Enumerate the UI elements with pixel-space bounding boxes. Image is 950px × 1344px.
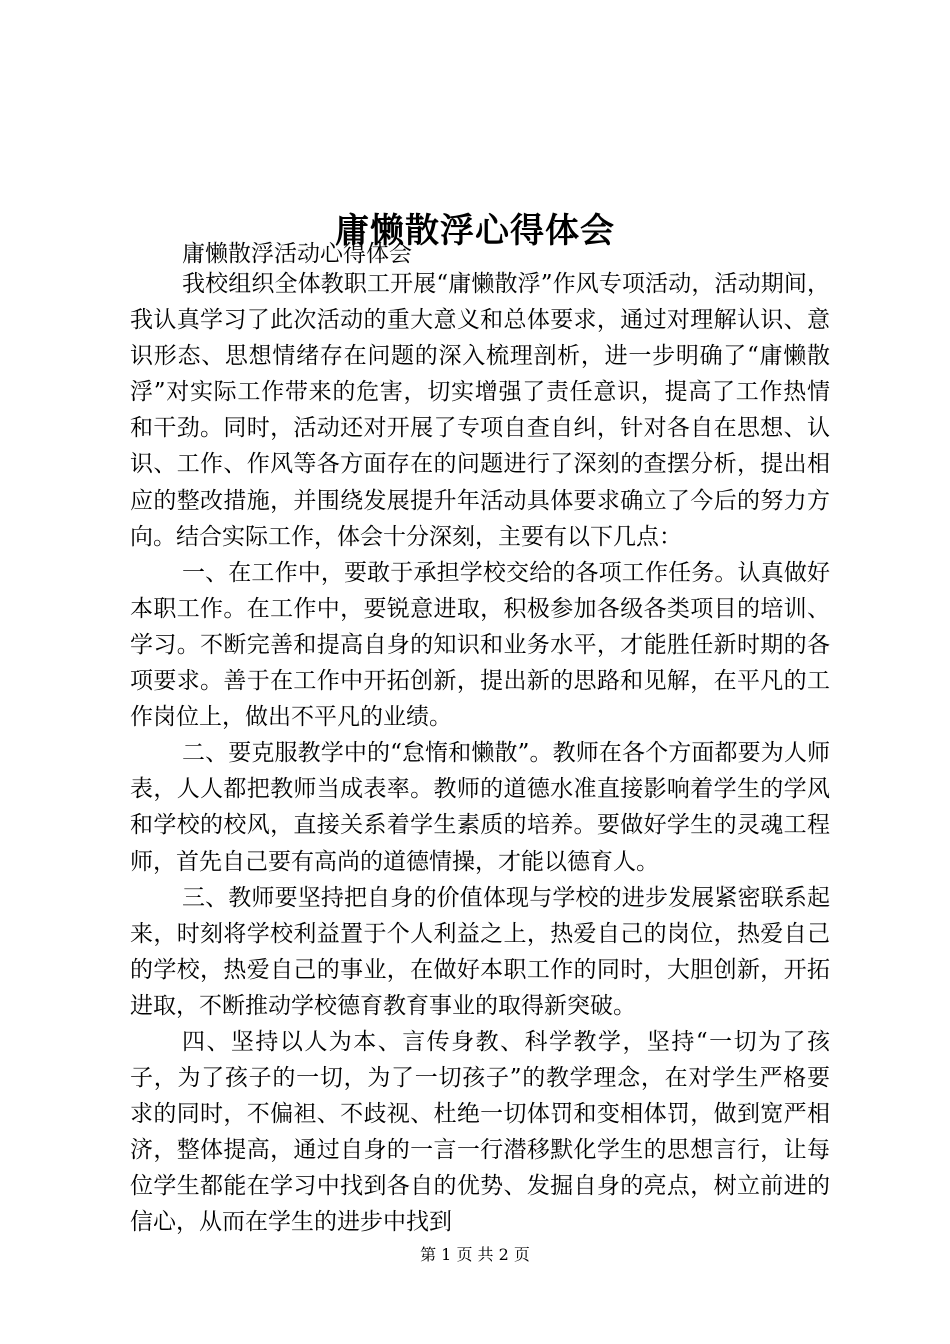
paragraph-point-2: 二、要克服教学中的“怠惰和懒散”。教师在各个方面都要为人师表，人人都把教师当成表率。教师的道德水准直接影响着学生的学风和学校的校风，直接关系着学生素质的培养。要做好学生的灵魂工程师，首先自己要有高尚的道德情操，才能以德育人。 bbox=[130, 740, 830, 875]
paragraph-intro: 我校组织全体教职工开展“庸懒散浮”作风专项活动，活动期间，我认真学习了此次活动的重大意义和总体要求，通过对理解认识、意识形态、思想情绪存在问题的深入梳理剖析，进一步明确了“庸懒散浮”对实际工作带来的危害，切实增强了责任意识，提高了工作热情和干劲。同时，活动还对开展了专项自查自纠，针对各自在思想、认识、工作、作风等各方面存在的问题进行了深刻的查摆分析，提出相应的整改措施，并围绕发展提升年活动具体要求确立了今后的努力方向。结合实际工作，体会十分深刻，主要有以下几点： bbox=[130, 271, 830, 550]
document-subtitle: 庸懒散浮活动心得体会 bbox=[182, 241, 412, 267]
document-body bbox=[130, 266, 830, 1241]
page-number-footer: 第 1 页 共 2 页 bbox=[420, 1245, 530, 1264]
page-title: 庸懒散浮心得体会 bbox=[335, 210, 615, 251]
paragraph-point-3: 三、教师要坚持把自身的价值体现与学校的进步发展紧密联系起来，时刻将学校利益置于个人利益之上，热爱自己的岗位，热爱自己的学校，热爱自己的事业，在做好本职工作的同时，大胆创新，开拓进取，不断推动学校德育教育事业的取得新突破。 bbox=[130, 884, 830, 1019]
paragraph-point-1: 一、在工作中，要敢于承担学校交给的各项工作任务。认真做好本职工作。在工作中，要锐意进取，积极参加各级各类项目的培训、学习。不断完善和提高自身的知识和业务水平，才能胜任新时期的各项要求。善于在工作中开拓创新，提出新的思路和见解，在平凡的工作岗位上，做出不平凡的业绩。 bbox=[130, 559, 830, 731]
paragraph-point-4: 四、坚持以人为本、言传身教、科学教学，坚持“一切为了孩子，为了孩子的一切，为了一切孩子”的教学理念，在对学生严格要求的同时，不偏袒、不歧视、杜绝一切体罚和变相体罚，做到宽严相济，整体提高，通过自身的一言一行潜移默化学生的思想言行，让每位学生都能在学习中找到各自的优势、发掘自身的亮点，树立前进的信心，从而在学生的进步中找到 bbox=[130, 1028, 830, 1236]
